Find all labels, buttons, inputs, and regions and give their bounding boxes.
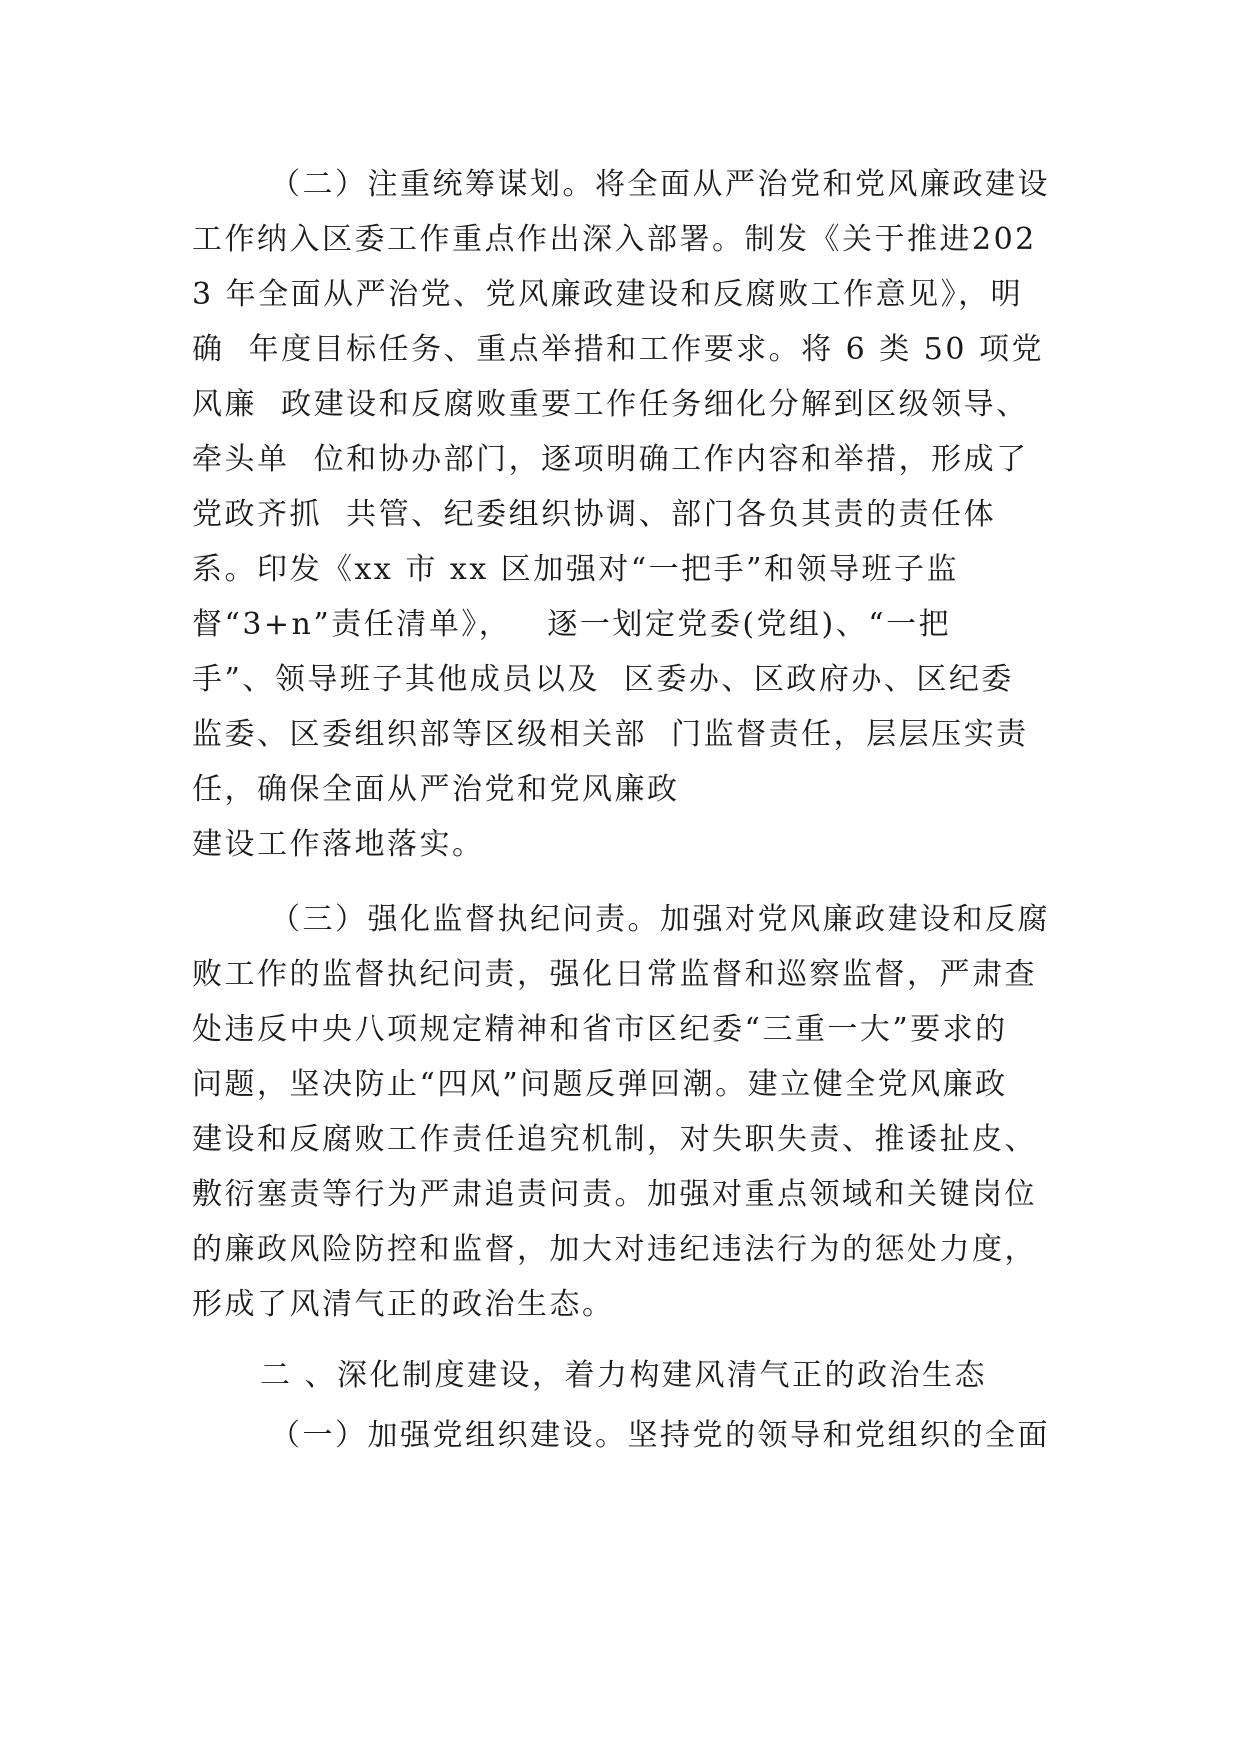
paragraph-line: 的廉政风险防控和监督，加大对违纪违法行为的惩处力度， [192, 1232, 1037, 1267]
paragraph-line: （三）强化监督执纪问责。加强对党风廉政建设和反腐 [270, 902, 1050, 937]
paragraph-line: 问题，坚决防止“四风”问题反弹回潮。建立健全党风廉政 [192, 1067, 1008, 1102]
paragraph-line: 风廉 政建设和反腐败重要工作任务细化分解到区级领导、 [192, 387, 1029, 422]
paragraph-line: 监委、区委组织部等区级相关部 门监督责任，层层压实责 [192, 717, 1029, 752]
paragraph-line: 敷衍塞责等行为严肃追责问责。加强对重点领域和关键岗位 [192, 1177, 1037, 1212]
paragraph-line: （一）加强党组织建设。坚持党的领导和党组织的全面 [270, 1418, 1050, 1453]
paragraph-line: 处违反中央八项规定精神和省市区纪委“三重一大”要求的 [192, 1012, 1008, 1047]
paragraph-line: 建设和反腐败工作责任追究机制，对失职失责、推诿扯皮、 [192, 1122, 1037, 1157]
paragraph-line: 党政齐抓 共管、纪委组织协调、部门各负其责的责任体 [192, 497, 997, 532]
paragraph-line: 工作纳入区委工作重点作出深入部署。制发《关于推进202 [192, 222, 1037, 257]
paragraph-line: 系。印发《xx 市 xx 区加强对“一把手”和领导班子监 [192, 552, 959, 587]
paragraph-line: 败工作的监督执纪问责，强化日常监督和巡察监督，严肃查 [192, 957, 1037, 992]
paragraph-line: 形成了风清气正的政治生态。 [192, 1287, 615, 1322]
section-heading: 二 、深化制度建设，着力构建风清气正的政治生态 [260, 1358, 988, 1393]
paragraph-line: （二）注重统筹谋划。将全面从严治党和党风廉政建设 [270, 167, 1050, 202]
paragraph-line: 确 年度目标任务、重点举措和工作要求。将 6 类 50 项党 [192, 332, 1044, 367]
paragraph-line: 牵头单 位和协办部门，逐项明确工作内容和举措，形成了 [192, 442, 1029, 477]
paragraph-line: 任，确保全面从严治党和党风廉政 [192, 772, 680, 807]
paragraph-line: 手”、领导班子其他成员以及 区委办、区政府办、区纪委 [192, 662, 1014, 697]
paragraph-line: 3 年全面从严治党、党风廉政建设和反腐败工作意见》，明 [192, 277, 1024, 312]
paragraph-line: 建设工作落地落实。 [192, 827, 485, 862]
paragraph-line: 督“3+n”责任清单》， 逐一划定党委(党组)、“一把 [192, 607, 952, 642]
